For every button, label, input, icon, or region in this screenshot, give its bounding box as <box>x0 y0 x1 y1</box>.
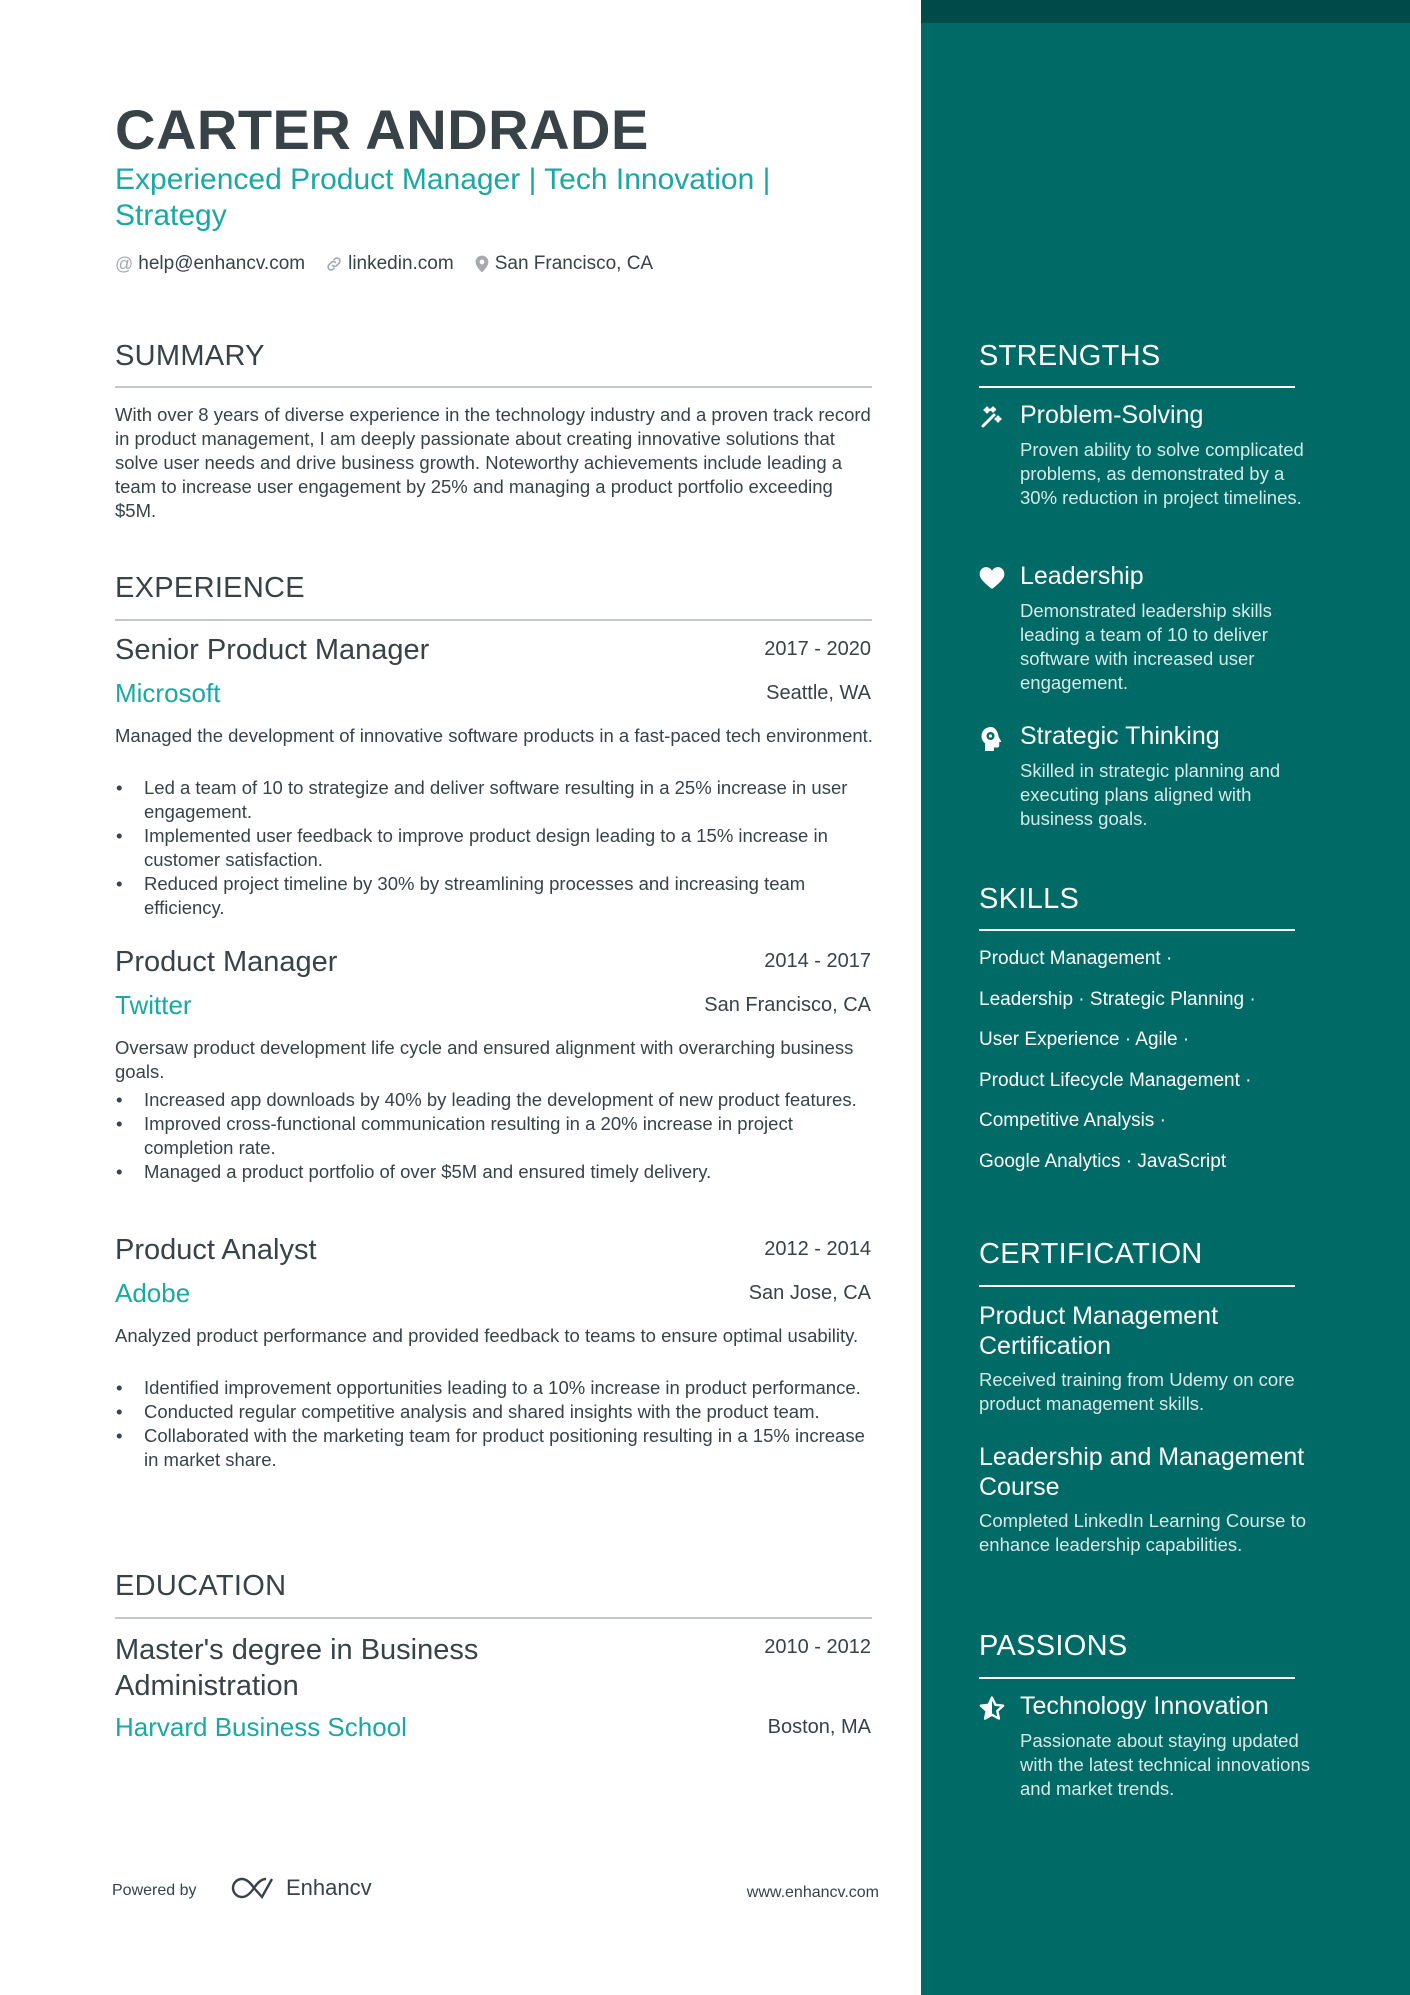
job-bullets <box>115 1088 875 1184</box>
job-bullets <box>115 1376 875 1472</box>
sidebar-top-bar <box>921 0 1410 23</box>
linkedin-text: linkedin.com <box>348 253 454 274</box>
job-title: Product Manager <box>115 946 338 978</box>
education-title: EDUCATION <box>115 1570 287 1602</box>
skills-title: SKILLS <box>979 883 1080 915</box>
job-dates: 2012 - 2014 <box>764 1238 871 1260</box>
candidate-name: CARTER ANDRADE <box>115 98 649 161</box>
school-name: Harvard Business School <box>115 1712 407 1742</box>
company-name: Twitter <box>115 990 192 1020</box>
contact-email[interactable] <box>115 253 305 275</box>
bullet-item: • Collaborated with the marketing team for product positioning resulting in a 15% increase in market share. <box>115 1424 875 1472</box>
strength-title: Leadership <box>1020 562 1144 590</box>
head-brain-icon <box>979 726 1005 752</box>
link-icon <box>325 255 343 273</box>
skills-divider <box>979 929 1295 931</box>
education-dates: 2010 - 2012 <box>764 1636 871 1658</box>
job-location: Seattle, WA <box>766 682 871 704</box>
at-icon: @ <box>115 253 134 274</box>
job-title: Product Analyst <box>115 1234 317 1266</box>
summary-divider <box>115 386 872 388</box>
email-text: help@enhancv.com <box>138 253 306 274</box>
skill-line: Product Management · <box>979 948 1173 969</box>
bullet-item: • Implemented user feedback to improve product design leading to a 15% increase in customer satisfaction. <box>115 824 875 872</box>
enhancv-logo[interactable] <box>230 1875 372 1901</box>
star-icon <box>979 1696 1005 1722</box>
degree-name: Master's degree in Business Administration <box>115 1634 479 1702</box>
location-text: San Francisco, CA <box>494 253 654 274</box>
education-divider <box>115 1617 872 1619</box>
passions-divider <box>979 1677 1295 1679</box>
powered-by-text: Powered by <box>112 1882 197 1899</box>
summary-text: With over 8 years of diverse experience in the technology industry and a proven track record in product management, I am deeply passionate about creating innovative solutions that solve user needs and drive business growth. Noteworthy achievements include leading a team to increase user engagement by 25% and managing a product portfolio exceeding $5M. <box>115 404 871 521</box>
bullet-item: • Led a team of 10 to strategize and deliver software resulting in a 25% increase in user engagement. <box>115 776 875 824</box>
passion-description: Passionate about staying updated with the latest technical innovations and market trends. <box>1020 1730 1311 1799</box>
bullet-item: • Conducted regular competitive analysis and shared insights with the product team. <box>115 1400 875 1424</box>
brand-name: Enhancv <box>286 1875 372 1900</box>
contact-location <box>474 253 653 275</box>
bullet-item: • Reduced project timeline by 30% by streamlining processes and increasing team efficiency. <box>115 872 875 920</box>
school-location: Boston, MA <box>767 1716 871 1738</box>
job-location: San Francisco, CA <box>704 994 871 1016</box>
footer-url[interactable]: www.enhancv.com <box>746 1884 879 1901</box>
job-description: Analyzed product performance and provided feedback to teams to ensure optimal usability. <box>115 1325 859 1346</box>
certification-name: Leadership and Management Course <box>979 1443 1305 1501</box>
company-name: Adobe <box>115 1278 191 1308</box>
experience-divider <box>115 619 872 621</box>
contact-info <box>115 253 673 275</box>
magic-wand-icon <box>979 405 1005 431</box>
strengths-title: STRENGTHS <box>979 340 1161 372</box>
certification-description: Received training from Udemy on core product management skills. <box>979 1369 1295 1414</box>
strength-description: Demonstrated leadership skills leading a team of 10 to deliver software with increased user engagement. <box>1020 600 1272 693</box>
contact-linkedin[interactable] <box>325 253 454 275</box>
job-description: Managed the development of innovative software products in a fast-paced tech environment. <box>115 725 873 746</box>
passions-title: PASSIONS <box>979 1630 1128 1662</box>
certification-title: CERTIFICATION <box>979 1238 1203 1270</box>
strength-title: Strategic Thinking <box>1020 722 1220 750</box>
certification-name: Product Management Certification <box>979 1302 1219 1360</box>
strength-description: Skilled in strategic planning and executing plans aligned with business goals. <box>1020 760 1281 829</box>
experience-title: EXPERIENCE <box>115 572 305 604</box>
skill-line: User Experience · Agile · <box>979 1029 1190 1050</box>
job-dates: 2014 - 2017 <box>764 950 871 972</box>
bullet-item: • Managed a product portfolio of over $5M and ensured timely delivery. <box>115 1160 875 1184</box>
summary-title: SUMMARY <box>115 340 265 372</box>
skill-line: Product Lifecycle Management · <box>979 1069 1252 1091</box>
skill-line: Google Analytics · JavaScript <box>979 1150 1227 1172</box>
strength-title: Problem-Solving <box>1020 401 1204 429</box>
certification-divider <box>979 1285 1295 1287</box>
bullet-item: • Identified improvement opportunities leading to a 10% increase in product performance. <box>115 1376 875 1400</box>
job-title: Senior Product Manager <box>115 634 430 666</box>
skill-line: Competitive Analysis · <box>979 1110 1166 1131</box>
infinity-logo-icon <box>230 1875 278 1901</box>
bullet-item: • Increased app downloads by 40% by leading the development of new product features. <box>115 1088 875 1112</box>
heart-icon <box>979 566 1005 592</box>
job-dates: 2017 - 2020 <box>764 638 871 660</box>
passion-title: Technology Innovation <box>1020 1692 1269 1720</box>
certification-description: Completed LinkedIn Learning Course to enhance leadership capabilities. <box>979 1510 1307 1555</box>
skill-line: Leadership · Strategic Planning · <box>979 988 1256 1010</box>
skills-list <box>979 945 1299 1188</box>
job-bullets <box>115 776 875 920</box>
job-description: Oversaw product development life cycle and ensured alignment with overarching business goals. <box>115 1037 854 1082</box>
headline: Experienced Product Manager | Tech Innovation | Strategy <box>115 163 771 232</box>
location-pin-icon <box>474 255 490 273</box>
strength-description: Proven ability to solve complicated problems, as demonstrated by a 30% reduction in project timelines. <box>1020 439 1304 508</box>
bullet-item: • Improved cross-functional communication resulting in a 20% increase in project completion rate. <box>115 1112 875 1160</box>
strengths-divider <box>979 386 1295 388</box>
job-location: San Jose, CA <box>748 1282 871 1304</box>
company-name: Microsoft <box>115 678 221 708</box>
